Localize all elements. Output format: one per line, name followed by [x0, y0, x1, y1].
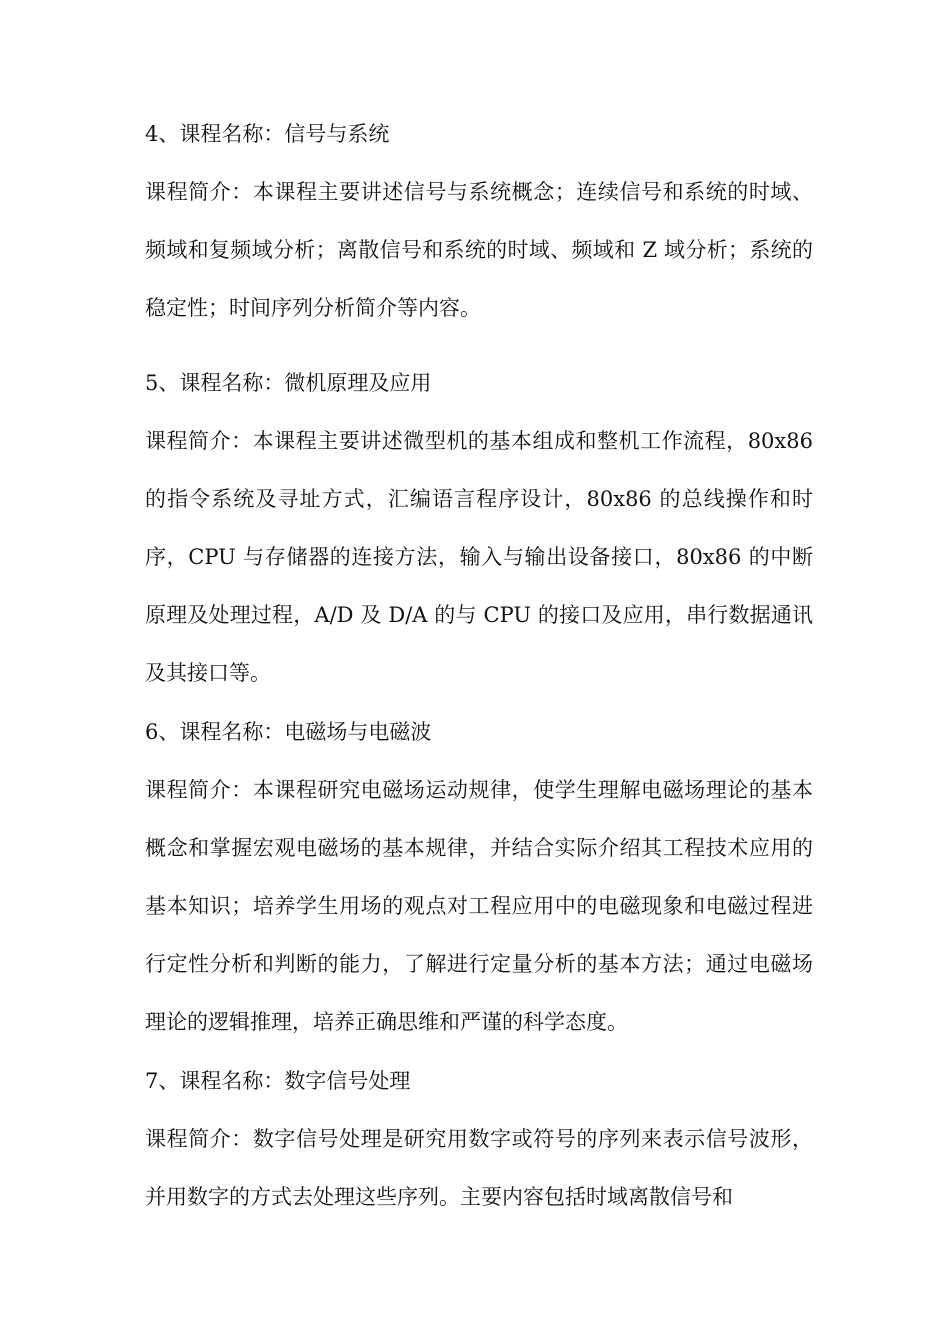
course-section: [145, 1052, 813, 1226]
course-title: 5、课程名称：微机原理及应用: [145, 371, 432, 395]
course-description: 课程简介：本课程主要讲述微型机的基本组成和整机工作流程，80x86 的指令系统及寻址方式，汇编语言程序设计，80x86 的总线操作和时序，CPU 与存储器的连接方法，输入与输出设备接口，80x86 的中断原理及处理过程，A/D 及 D/A 的与 CPU 的接口及应用，串行数据通讯及其接口等。: [145, 429, 813, 685]
course-description: 课程简介：本课程研究电磁场运动规律，使学生理解电磁场理论的基本概念和掌握宏观电磁场的基本规律，并结合实际介绍其工程技术应用的基本知识；培养学生用场的观点对工程应用中的电磁现象和电磁过程进行定性分析和判断的能力，了解进行定量分析的基本方法；通过电磁场理论的逻辑推理，培养正确思维和严谨的科学态度。: [145, 778, 813, 1034]
course-section: [145, 354, 813, 702]
course-section: [145, 105, 813, 337]
course-description: 课程简介：本课程主要讲述信号与系统概念；连续信号和系统的时域、频域和复频域分析；离散信号和系统的时域、频域和 Z 域分析；系统的稳定性；时间序列分析简介等内容。: [145, 180, 813, 320]
course-title: 6、课程名称：电磁场与电磁波: [145, 720, 432, 744]
course-description: 课程简介：数字信号处理是研究用数字或符号的序列来表示信号波形，并用数字的方式去处理这些序列。主要内容包括时域离散信号和: [145, 1127, 813, 1209]
course-section: [145, 703, 813, 1051]
course-title: 4、课程名称：信号与系统: [145, 122, 390, 146]
course-title: 7、课程名称：数字信号处理: [145, 1069, 411, 1093]
